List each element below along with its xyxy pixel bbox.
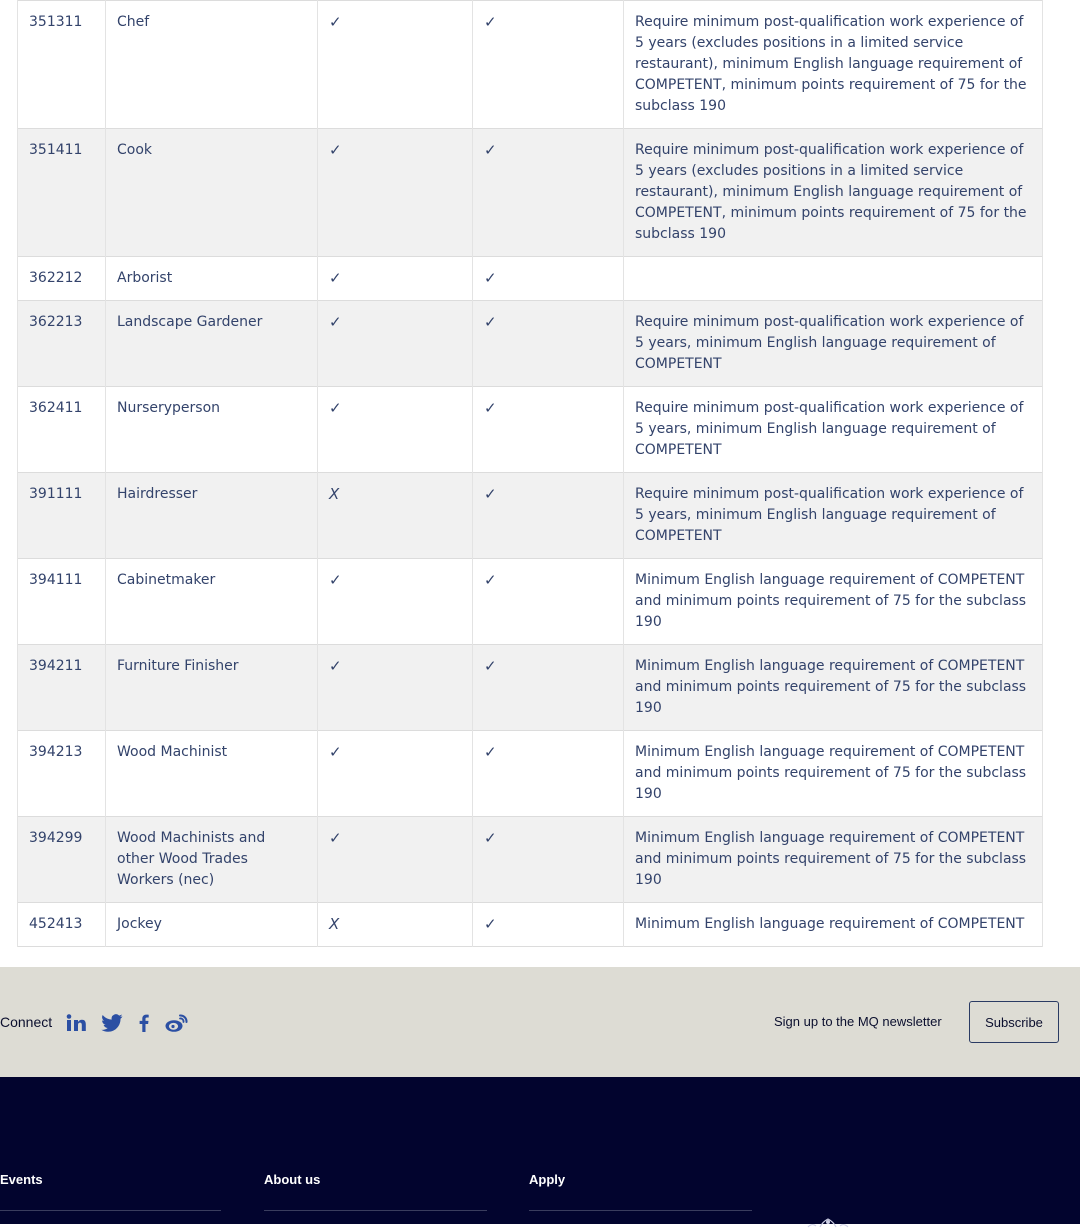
occupation-title: Landscape Gardener <box>106 301 318 387</box>
eligibility-mark-b: ✓ <box>473 903 624 947</box>
requirement-note: Minimum English language requirement of COMPETENT and minimum points requirement of 75 for the subclass 190 <box>624 731 1043 817</box>
table-row <box>18 473 1043 559</box>
eligibility-mark-a: ✓ <box>318 817 473 903</box>
eligibility-mark-b: ✓ <box>473 1 624 129</box>
table-row <box>18 645 1043 731</box>
footer-divider <box>0 1210 221 1211</box>
eligibility-mark-b: ✓ <box>473 817 624 903</box>
eligibility-mark-a: ✓ <box>318 301 473 387</box>
table-row <box>18 301 1043 387</box>
eligibility-mark-b: ✓ <box>473 645 624 731</box>
occupation-code: 391111 <box>18 473 106 559</box>
requirement-note: Require minimum post-qualification work experience of 5 years, minimum English language requirement of COMPETENT <box>624 301 1043 387</box>
connect-band <box>0 967 1080 1077</box>
occupation-code: 362411 <box>18 387 106 473</box>
eligibility-mark-a: ✓ <box>318 1 473 129</box>
eligibility-mark-b: ✓ <box>473 387 624 473</box>
occupation-title: Nurseryperson <box>106 387 318 473</box>
requirement-note: Require minimum post-qualification work experience of 5 years, minimum English language requirement of COMPETENT <box>624 387 1043 473</box>
newsletter-text: Sign up to the MQ newsletter <box>774 1014 942 1029</box>
table-row <box>18 129 1043 257</box>
occupation-title: Arborist <box>106 257 318 301</box>
eligibility-mark-a: ✓ <box>318 257 473 301</box>
occupation-code: 351411 <box>18 129 106 257</box>
footer-heading-events[interactable]: Events <box>0 1172 43 1187</box>
subscribe-button[interactable]: Subscribe <box>969 1001 1059 1043</box>
occupation-title: Wood Machinists and other Wood Trades Workers (nec) <box>106 817 318 903</box>
occupation-title: Hairdresser <box>106 473 318 559</box>
eligibility-mark-a: ✓ <box>318 129 473 257</box>
requirement-note <box>624 257 1043 301</box>
eligibility-mark-b: ✓ <box>473 301 624 387</box>
occupation-title: Jockey <box>106 903 318 947</box>
table-row <box>18 817 1043 903</box>
connect-label: Connect <box>0 1014 53 1030</box>
site-footer <box>0 1077 1080 1224</box>
occupation-code: 394299 <box>18 817 106 903</box>
occupation-code: 394111 <box>18 559 106 645</box>
occupation-code: 362213 <box>18 301 106 387</box>
eligibility-mark-a: X <box>318 903 473 947</box>
table-row <box>18 903 1043 947</box>
occupation-code: 362212 <box>18 257 106 301</box>
requirement-note: Minimum English language requirement of COMPETENT and minimum points requirement of 75 for the subclass 190 <box>624 559 1043 645</box>
eligibility-mark-a: ✓ <box>318 731 473 817</box>
eligibility-mark-b: ✓ <box>473 129 624 257</box>
occupation-table-container <box>17 0 1042 947</box>
table-row <box>18 257 1043 301</box>
requirement-note: Minimum English language requirement of COMPETENT and minimum points requirement of 75 for the subclass 190 <box>624 817 1043 903</box>
requirement-note: Require minimum post-qualification work experience of 5 years (excludes positions in a limited service restaurant), minimum English language requirement of COMPETENT, minimum points requirement of 75 for the subclass 190 <box>624 1 1043 129</box>
eligibility-mark-b: ✓ <box>473 731 624 817</box>
weibo-icon[interactable] <box>165 1011 189 1035</box>
linkedin-icon[interactable] <box>66 1011 86 1035</box>
eligibility-mark-a: ✓ <box>318 645 473 731</box>
table-row <box>18 559 1043 645</box>
occupation-code: 394211 <box>18 645 106 731</box>
occupation-title: Wood Machinist <box>106 731 318 817</box>
requirement-note: Minimum English language requirement of COMPETENT and minimum points requirement of 75 for the subclass 190 <box>624 645 1043 731</box>
crest-logo <box>806 1213 850 1232</box>
eligibility-mark-b: ✓ <box>473 559 624 645</box>
table-row <box>18 387 1043 473</box>
footer-heading-apply[interactable]: Apply <box>529 1172 566 1187</box>
eligibility-mark-b: ✓ <box>473 473 624 559</box>
occupation-title: Cook <box>106 129 318 257</box>
eligibility-mark-a: ✓ <box>318 387 473 473</box>
eligibility-mark-a: ✓ <box>318 559 473 645</box>
eligibility-mark-a: X <box>318 473 473 559</box>
footer-divider <box>529 1210 752 1211</box>
requirement-note: Require minimum post-qualification work experience of 5 years (excludes positions in a limited service restaurant), minimum English language requirement of COMPETENT, minimum points requirement of 75 for the subclass 190 <box>624 129 1043 257</box>
occupation-title: Furniture Finisher <box>106 645 318 731</box>
occupation-code: 394213 <box>18 731 106 817</box>
requirement-note: Require minimum post-qualification work experience of 5 years, minimum English language requirement of COMPETENT <box>624 473 1043 559</box>
footer-divider <box>264 1210 487 1211</box>
occupation-title: Chef <box>106 1 318 129</box>
requirement-note: Minimum English language requirement of COMPETENT <box>624 903 1043 947</box>
table-row <box>18 1 1043 129</box>
occupation-code: 351311 <box>18 1 106 129</box>
occupation-code: 452413 <box>18 903 106 947</box>
footer-heading-about-us[interactable]: About us <box>264 1172 321 1187</box>
twitter-icon[interactable] <box>101 1011 123 1035</box>
occupation-table <box>17 0 1043 947</box>
occupation-title: Cabinetmaker <box>106 559 318 645</box>
table-row <box>18 731 1043 817</box>
eligibility-mark-b: ✓ <box>473 257 624 301</box>
facebook-icon[interactable] <box>138 1011 150 1035</box>
